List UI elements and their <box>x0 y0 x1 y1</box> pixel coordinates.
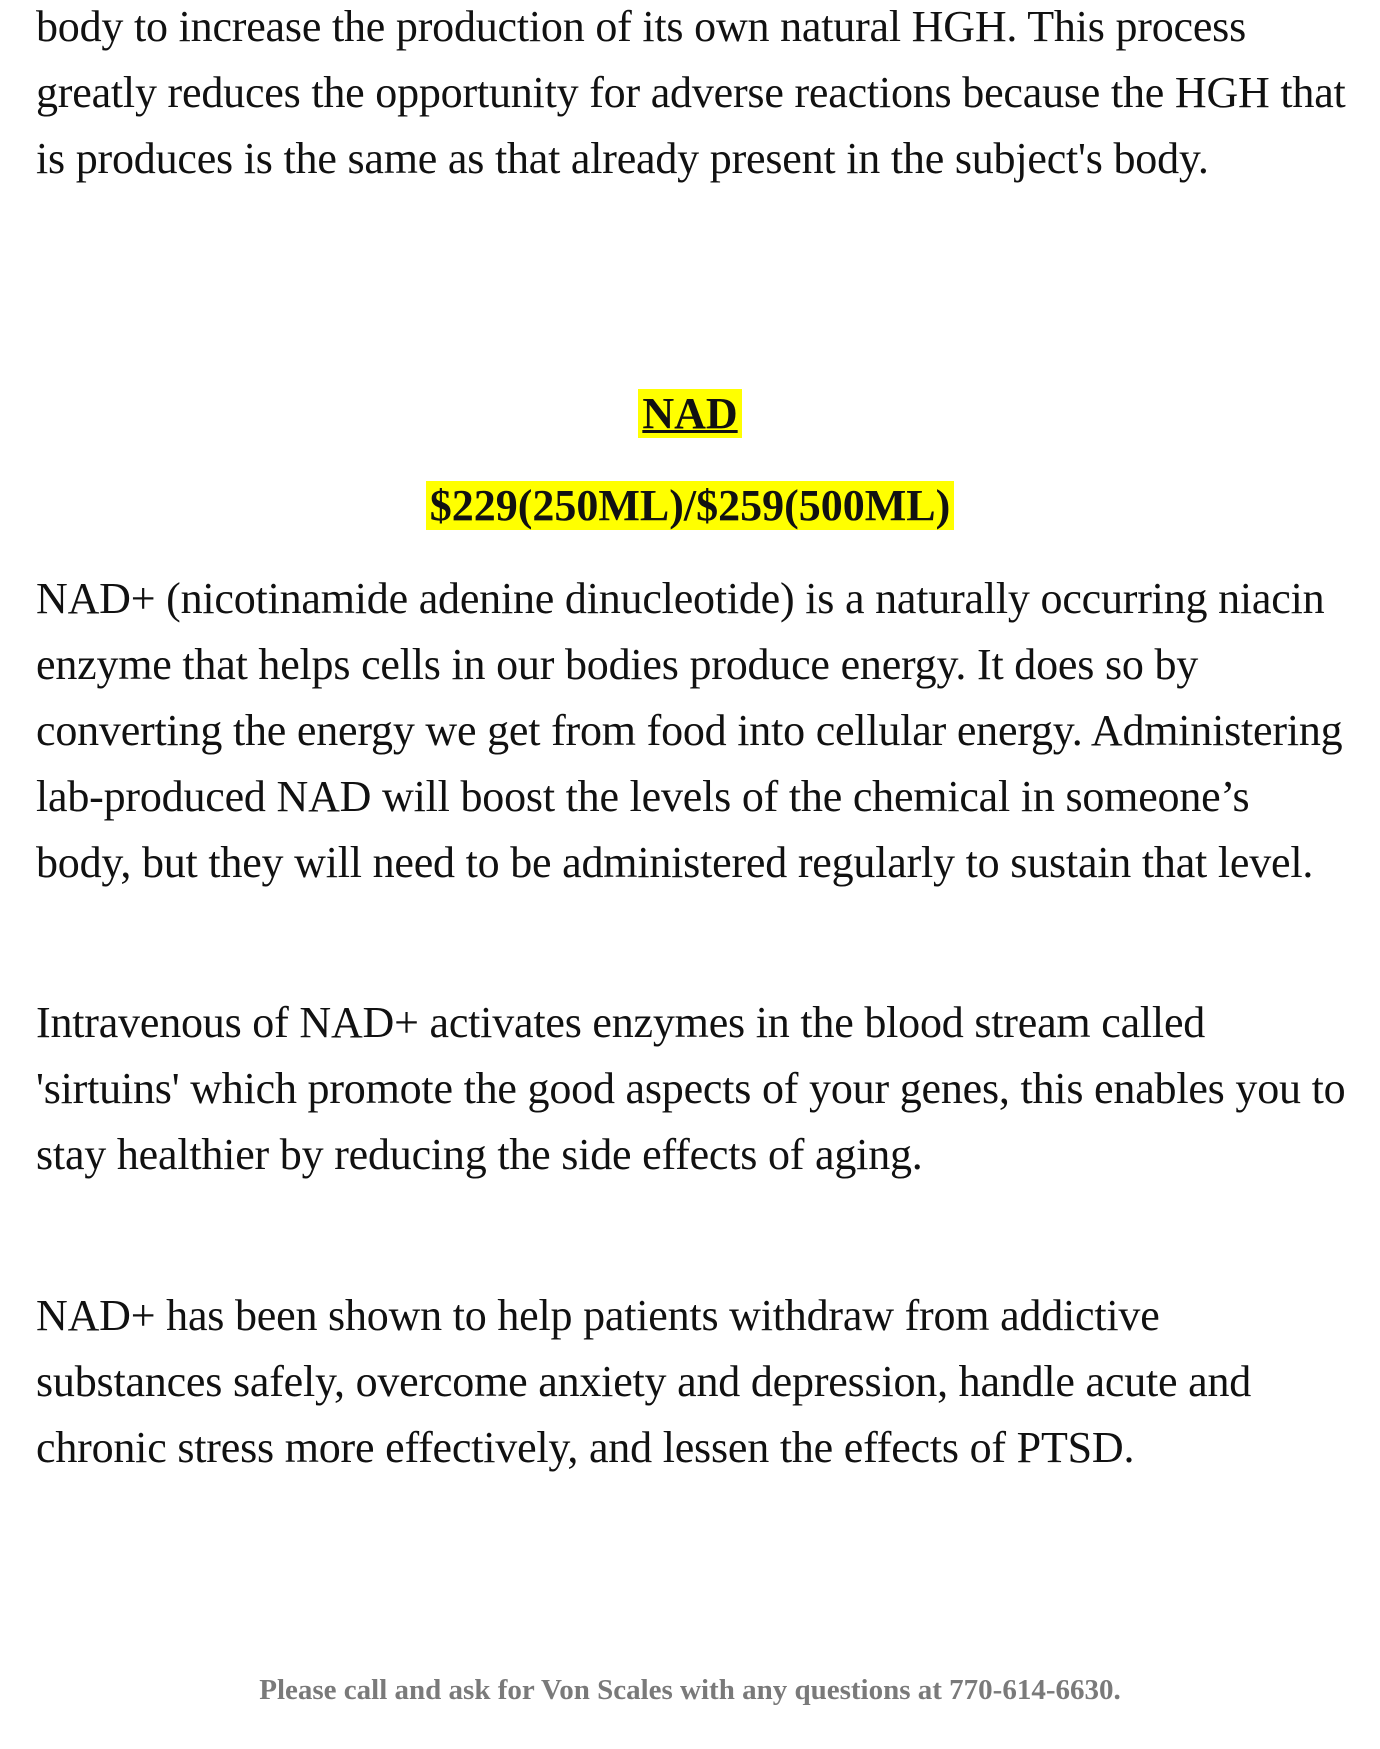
section-price <box>0 481 1380 531</box>
paragraph-sirtuins: Intravenous of NAD+ activates enzymes in the blood stream called 'sirtuins' which promote the good aspects of your genes, this enables you to stay healthier by reducing the side effects of aging. <box>36 998 1346 1179</box>
section-title-text: NAD <box>638 389 741 438</box>
paragraph-description: NAD+ (nicotinamide adenine dinucleotide) is a naturally occurring niacin enzyme that helps cells in our bodies produce energy. It does so by converting the energy we get from food into cellular energy. Administering lab-produced NAD will boost the levels of the chemical in someone’s body, but they will need to be administered regularly to sustain that level. <box>36 574 1343 887</box>
intro-paragraph: body to increase the production of its own natural HGH. This process greatly reduces the opportunity for adverse reactions because the HGH that is produces is the same as that already present in the subject's body. <box>36 2 1346 183</box>
paragraph-benefits: NAD+ has been shown to help patients withdraw from addictive substances safely, overcome anxiety and depression, handle acute and chronic stress more effectively, and lessen the effects of PTSD. <box>36 1291 1252 1472</box>
footer-contact: Please call and ask for Von Scales with any questions at 770-614-6630. <box>259 1674 1121 1706</box>
section-title <box>0 389 1380 439</box>
section-price-text: $229(250ML)/$259(500ML) <box>426 481 955 530</box>
